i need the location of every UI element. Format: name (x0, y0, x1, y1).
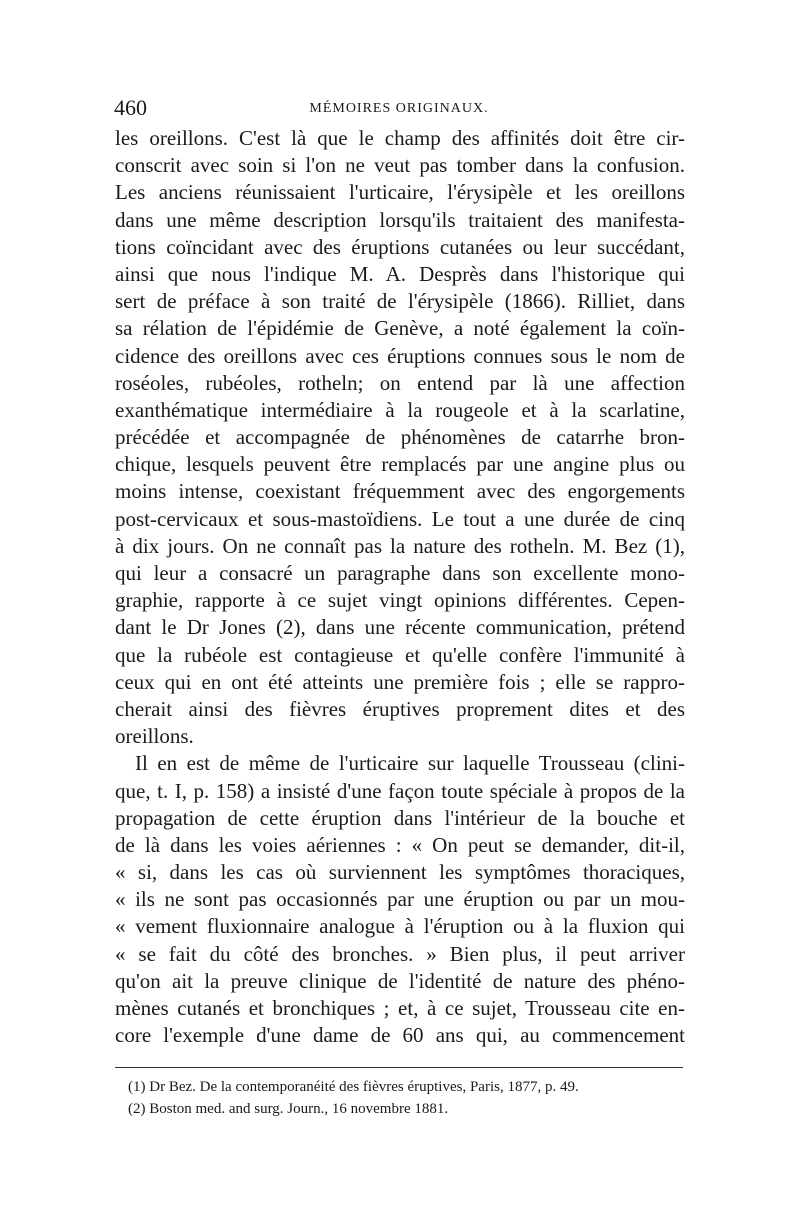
text-line: dant le Dr Jones (2), dans une récente communication, prétend (115, 615, 685, 640)
text-line: Il en est de même de l'urticaire sur laquelle Trousseau (clini- (135, 751, 685, 776)
footnotes (128, 1076, 688, 1120)
text-line: « vement fluxionnaire analogue à l'éruption ou à la fluxion qui (115, 914, 685, 939)
page-number: 460 (114, 95, 147, 120)
text-line: propagation de cette éruption dans l'intérieur de la bouche et (115, 805, 685, 830)
text-line: chique, lesquels peuvent être remplacés par une angine plus ou (115, 452, 685, 477)
footnote: (2) Boston med. and surg. Journ., 16 novembre 1881. (128, 1101, 449, 1117)
text-line: cidence des oreillons avec ces éruptions connues sous le nom de (115, 343, 685, 368)
text-line: « ils ne sont pas occasionnés par une éruption ou par un mou- (115, 887, 685, 912)
text-line: les oreillons. C'est là que le champ des affinités doit être cir- (115, 126, 685, 150)
text-line: « se fait du côté des bronches. » Bien plus, il peut arriver (115, 941, 685, 966)
text-line: ainsi que nous l'indique M. A. Desprès dans l'historique qui (115, 261, 685, 286)
text-line: cherait ainsi des fièvres éruptives proprement dites et des (115, 696, 685, 721)
text-line: dans une même description lorsqu'ils traitaient des manifesta- (115, 207, 685, 232)
text-line: précédée et accompagnée de phénomènes de catarrhe bron- (115, 425, 685, 450)
text-line: qui leur a consacré un paragraphe dans son excellente mono- (115, 561, 685, 585)
text-line: mènes cutanés et bronchiques ; et, à ce sujet, Trousseau cite en- (115, 996, 685, 1020)
text-line: ceux qui en ont été atteints une première fois ; elle se rappro- (115, 669, 685, 694)
text-line: exanthématique intermédiaire à la rougeole et à la scarlatine, (115, 397, 685, 422)
text-line: de là dans les voies aériennes : « On peut se demander, dit-il, (115, 832, 685, 857)
footnote-divider (115, 1067, 683, 1068)
footnote: (1) Dr Bez. De la contemporanéité des fièvres éruptives, Paris, 1877, p. 49. (128, 1079, 579, 1095)
text-line: « si, dans les cas où surviennent les symptômes thoraciques, (115, 860, 685, 885)
text-line: roséoles, rubéoles, rotheln; on entend par là une affection (115, 370, 685, 395)
text-line: moins intense, coexistant fréquemment avec des engorgements (115, 479, 685, 504)
text-line: Les anciens réunissaient l'urticaire, l'érysipèle et les oreillons (115, 180, 685, 205)
text-line: core l'exemple d'une dame de 60 ans qui, au commencement (115, 1023, 685, 1048)
text-line: post-cervicaux et sous-mastoïdiens. Le tout a une durée de cinq (115, 506, 685, 531)
text-line: sa rélation de l'épidémie de Genève, a noté également la coïn- (115, 316, 685, 341)
text-line: sert de préface à son traité de l'érysipèle (1866). Rilliet, dans (115, 289, 685, 314)
text-line: conscrit avec soin si l'on ne veut pas tomber dans la confusion. (115, 153, 685, 178)
text-line: oreillons. (115, 724, 194, 749)
running-head: MÉMOIRES ORIGINAUX. (309, 101, 489, 116)
page-header (114, 96, 684, 120)
text-line: tions coïncidant avec des éruptions cutanées ou leur succédant, (115, 234, 685, 259)
text-line: que, t. I, p. 158) a insisté d'une façon toute spéciale à propos de la (115, 778, 685, 803)
text-line: qu'on ait la preuve clinique de l'identité de nature des phéno- (115, 968, 685, 993)
text-line: à dix jours. On ne connaît pas la nature des rotheln. M. Bez (1), (115, 533, 685, 558)
body-text (115, 125, 685, 1049)
text-line: que la rubéole est contagieuse et qu'elle confère l'immunité à (115, 642, 685, 667)
text-line: graphie, rapporte à ce sujet vingt opinions différentes. Cepen- (115, 588, 685, 613)
